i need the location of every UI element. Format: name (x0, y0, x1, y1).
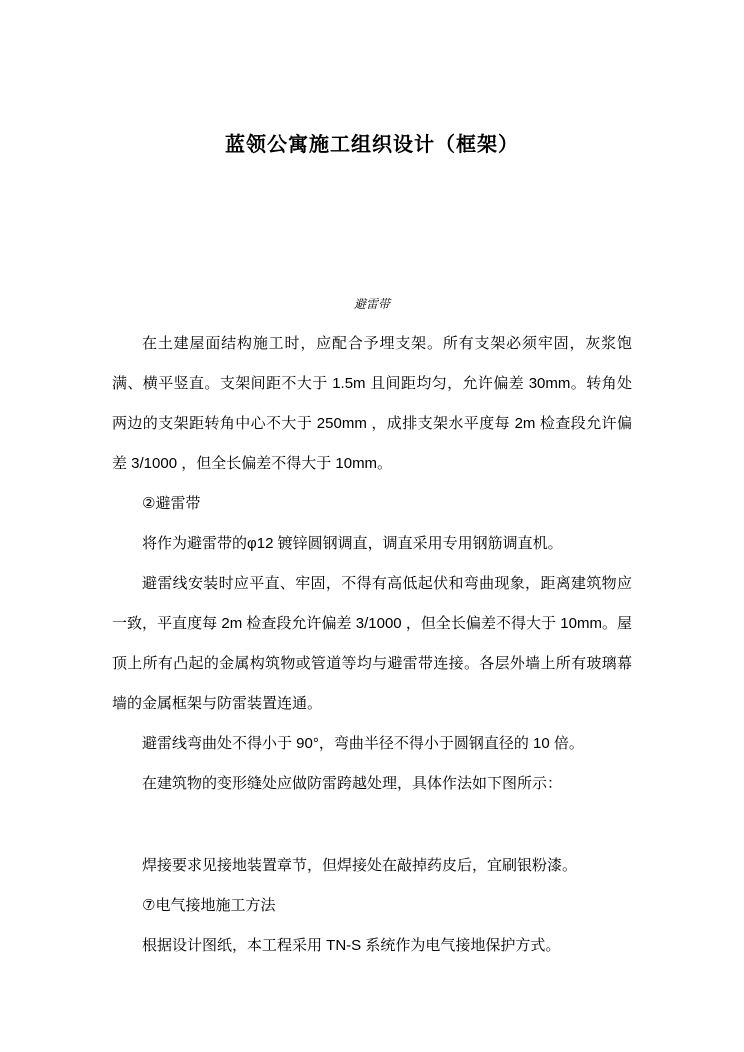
paragraph-lightning-belt-heading: ②避雷带 (142, 495, 201, 512)
figure-caption: 避雷带 (353, 297, 390, 311)
paragraph-grounding-heading: ⑦电气接地施工方法 (142, 897, 276, 914)
paragraph-welding-requirements: 焊接要求见接地装置章节，但焊接处在敲掉药皮后，宜刷银粉漆。 (142, 857, 578, 874)
figure-placeholder (112, 804, 632, 846)
paragraph-steel-straightening: 将作为避雷带的φ12 镀锌圆钢调直，调直采用专用钢筋调直机。 (142, 535, 563, 552)
paragraph-bend-requirements: 避雷线弯曲处不得小于 90°，弯曲半径不得小于圆钢直径的 10 倍。 (142, 735, 584, 752)
paragraph-tns-system: 根据设计图纸，本工程采用 TN-S 系统作为电气接地保护方式。 (142, 937, 561, 954)
paragraph-deformation-joint: 在建筑物的变形缝处应做防雷跨越处理，具体作法如下图所示： (142, 775, 563, 792)
document-body (112, 324, 632, 966)
paragraph-support-install: 在土建屋面结构施工时，应配合予埋支架。所有支架必须牢固，灰浆饱满、横平竖直。支架间距不大于 1.5m 且间距均匀，允许偏差 30mm。转角处两边的支架距转角中心不大于 250mm ，成排支架水平度每 2m 检查段允许偏差 3/1000 ，但全长偏差不得大于 10mm。 (112, 335, 632, 472)
document-title: 蓝领公寓施工组织设计（框架） (225, 134, 519, 156)
paragraph-lightning-wire-install: 避雷线安装时应平直、牢固，不得有高低起伏和弯曲现象，距离建筑物应一致，平直度每 2m 检查段允许偏差 3/1000 ，但全长偏差不得大于 10mm。屋顶上所有凸起的金属构筑物或管道等均与避雷带连接。各层外墙上所有玻璃幕墙的金属框架与防雷装置连通。 (112, 575, 632, 712)
